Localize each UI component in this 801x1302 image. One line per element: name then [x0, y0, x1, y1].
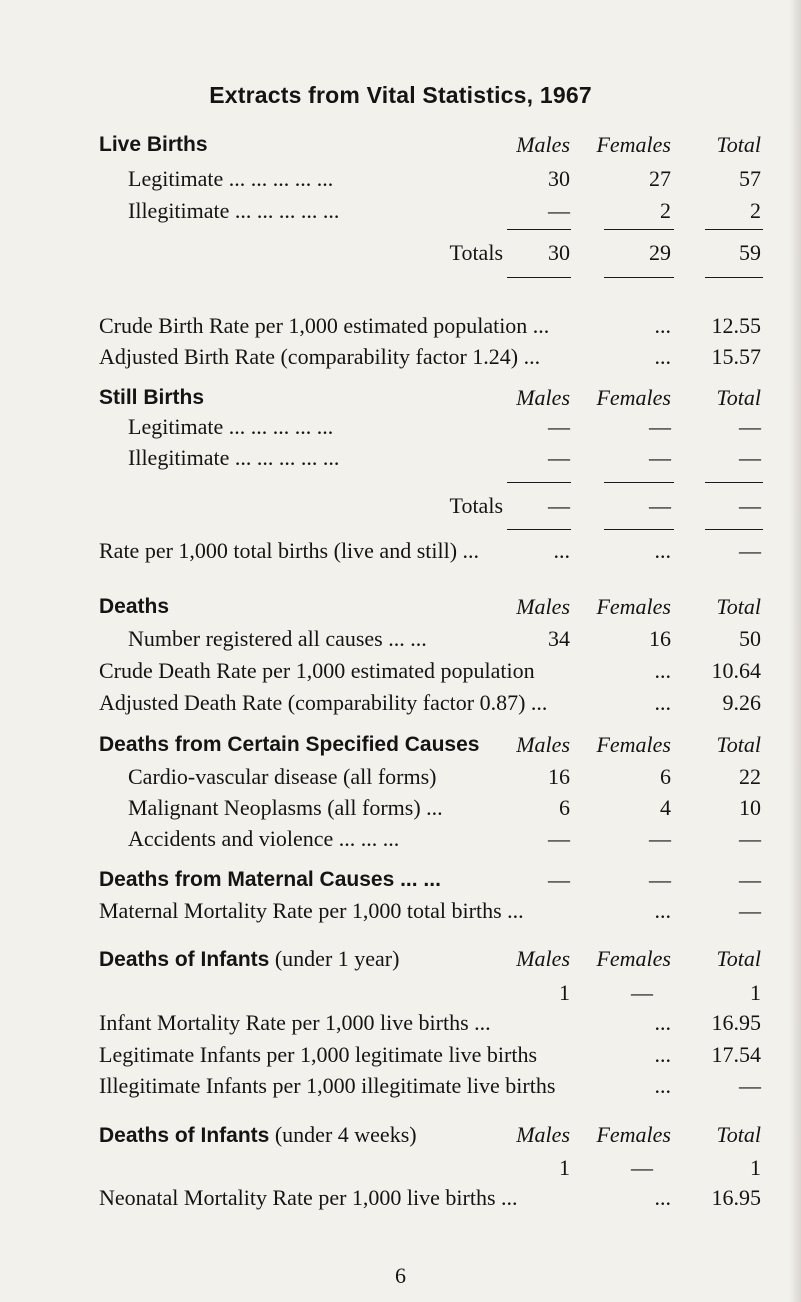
rate-value: 15.57: [711, 344, 761, 369]
column-header-total: Total: [716, 732, 761, 757]
rate-value: —: [739, 898, 761, 923]
females-value: 16: [649, 626, 671, 651]
rule-line: [705, 529, 763, 530]
column-header-males: Males: [516, 385, 570, 410]
table-row: [0, 196, 801, 226]
rule-line: [705, 482, 763, 483]
column-header-females: Females: [596, 1122, 671, 1147]
totals-label: Totals: [449, 240, 503, 265]
total-value: 22: [739, 764, 761, 789]
column-header-total: Total: [716, 132, 761, 157]
rate-row: [0, 656, 801, 686]
rate-label: Neonatal Mortality Rate per 1,000 live births ...: [99, 1185, 518, 1210]
rule-line: [604, 277, 674, 278]
column-header-males: Males: [516, 132, 570, 157]
total-value: —: [739, 414, 761, 439]
infants-1yr-header-row: [0, 944, 801, 974]
table-row: [0, 412, 801, 442]
section-heading: Deaths: [99, 595, 170, 618]
females-value: —: [649, 445, 671, 470]
column-header-females: Females: [596, 594, 671, 619]
table-row: [0, 164, 801, 194]
rate-row: [0, 896, 801, 926]
females-value: —: [631, 980, 653, 1005]
rate-label: Adjusted Death Rate (comparability factor 0.87) ...: [99, 690, 548, 715]
total-value: 57: [739, 166, 761, 191]
heading-qualifier: (under 4 weeks): [269, 1122, 417, 1147]
total-value: 10: [739, 795, 761, 820]
section-heading: Live Births: [99, 133, 208, 156]
rate-label: Illegitimate Infants per 1,000 illegitimate live births: [99, 1073, 556, 1098]
column-header-males: Males: [516, 946, 570, 971]
row-label: Malignant Neoplasms (all forms) ...: [128, 795, 443, 820]
rate-value: —: [739, 1073, 761, 1098]
males-value: 1: [559, 1155, 570, 1180]
rate-row: [0, 688, 801, 718]
section-heading: Still Births: [99, 386, 205, 409]
column-header-males: Males: [516, 1122, 570, 1147]
page-title: Extracts from Vital Statistics, 1967: [209, 82, 592, 108]
totals-row: [0, 491, 801, 521]
deaths-header-row: [0, 592, 801, 622]
rate-label: Adjusted Birth Rate (comparability factor 1.24) ...: [99, 344, 541, 369]
column-header-females: Females: [596, 132, 671, 157]
rate-value: 17.54: [711, 1042, 761, 1067]
males-value: 6: [559, 795, 570, 820]
rule-line: [507, 529, 571, 530]
table-row: [0, 762, 801, 792]
rate-value: 12.55: [711, 313, 761, 338]
rate-row: [0, 1183, 801, 1213]
column-header-males: Males: [516, 732, 570, 757]
rate-value: —: [739, 538, 761, 563]
still-births-header-row: [0, 383, 801, 413]
rate-label: Crude Death Rate per 1,000 estimated population: [99, 658, 535, 683]
rate-row: [0, 342, 801, 372]
dots: ...: [654, 1073, 671, 1098]
rate-value: 10.64: [711, 658, 761, 683]
row-label: Legitimate ... ... ... ... ...: [128, 166, 334, 191]
live-births-header-row: [0, 130, 801, 160]
dots: ...: [654, 898, 671, 923]
total-value: 50: [739, 626, 761, 651]
males-value: 30: [548, 240, 570, 265]
rate-row: [0, 1040, 801, 1070]
row-label: Illegitimate ... ... ... ... ...: [128, 445, 340, 470]
row-label: Number registered all causes ... ...: [128, 626, 427, 651]
totals-label: Totals: [449, 493, 503, 518]
rule-line: [604, 229, 674, 230]
rule-line: [507, 277, 571, 278]
females-value: —: [649, 826, 671, 851]
total-value: 1: [750, 1155, 761, 1180]
rule-line: [507, 229, 571, 230]
dots: ...: [654, 1185, 671, 1210]
females-value: —: [649, 414, 671, 439]
rule-line: [604, 529, 674, 530]
row-label: Illegitimate ... ... ... ... ...: [128, 198, 340, 223]
heading-qualifier: (under 1 year): [269, 946, 400, 971]
total-value: —: [739, 445, 761, 470]
rate-label: Rate per 1,000 total births (live and still) ...: [99, 538, 480, 563]
heading-bold: Deaths of Infants: [99, 948, 270, 971]
section-heading: [99, 1120, 417, 1151]
males-value: —: [548, 867, 570, 892]
column-header-total: Total: [716, 1122, 761, 1147]
males-value: 34: [548, 626, 570, 651]
males-value: —: [548, 493, 570, 518]
rate-label: Crude Birth Rate per 1,000 estimated population ...: [99, 313, 550, 338]
females-value: 6: [660, 764, 671, 789]
page-edge-shadow: [789, 0, 801, 1302]
rate-value: 16.95: [711, 1185, 761, 1210]
dots: ...: [654, 658, 671, 683]
rate-value: 16.95: [711, 1010, 761, 1035]
total-value: —: [739, 493, 761, 518]
dots: ...: [654, 1010, 671, 1035]
males-value: 16: [548, 764, 570, 789]
males-value: —: [548, 198, 570, 223]
counts-row: [0, 1153, 801, 1183]
total-value: —: [739, 826, 761, 851]
column-header-females: Females: [596, 732, 671, 757]
total-value: —: [739, 867, 761, 892]
total-value: 2: [750, 198, 761, 223]
females-value: 4: [660, 795, 671, 820]
table-row: [0, 624, 801, 654]
males-value: —: [548, 826, 570, 851]
rate-row: [0, 536, 801, 566]
section-heading: [99, 944, 399, 975]
counts-row: [0, 978, 801, 1008]
males-value: 30: [548, 166, 570, 191]
page-number: 6: [395, 1263, 406, 1288]
rule-line: [604, 482, 674, 483]
column-header-total: Total: [716, 594, 761, 619]
rule-line: [507, 482, 571, 483]
rate-row: [0, 1071, 801, 1101]
dots: ...: [654, 1042, 671, 1067]
table-row: [0, 824, 801, 854]
totals-row: [0, 238, 801, 268]
rate-label: Maternal Mortality Rate per 1,000 total births ...: [99, 898, 524, 923]
females-value: 29: [649, 240, 671, 265]
column-header-females: Females: [596, 946, 671, 971]
dots: ...: [654, 538, 671, 563]
rate-row: [0, 1008, 801, 1038]
rate-label: Legitimate Infants per 1,000 legitimate live births: [99, 1042, 538, 1067]
section-heading: Deaths from Certain Specified Causes: [99, 733, 480, 756]
females-value: 27: [649, 166, 671, 191]
females-value: —: [631, 1155, 653, 1180]
column-header-females: Females: [596, 385, 671, 410]
dots: ...: [553, 538, 570, 563]
specified-causes-header-row: [0, 730, 801, 760]
rule-line: [705, 277, 763, 278]
rate-value: 9.26: [722, 690, 761, 715]
males-value: 1: [559, 980, 570, 1005]
females-value: —: [649, 867, 671, 892]
rate-label: Infant Mortality Rate per 1,000 live births ...: [99, 1010, 491, 1035]
females-value: —: [649, 493, 671, 518]
table-row: [0, 443, 801, 473]
column-header-total: Total: [716, 385, 761, 410]
dots: ...: [654, 690, 671, 715]
row-label: Cardio-vascular disease (all forms): [128, 764, 437, 789]
infants-4wk-header-row: [0, 1120, 801, 1150]
females-value: 2: [660, 198, 671, 223]
dots: ...: [654, 344, 671, 369]
maternal-header-row: [0, 865, 801, 895]
total-value: 59: [739, 240, 761, 265]
column-header-males: Males: [516, 594, 570, 619]
column-header-total: Total: [716, 946, 761, 971]
rate-row: [0, 311, 801, 341]
row-label: Accidents and violence ... ... ...: [128, 826, 400, 851]
table-row: [0, 793, 801, 823]
males-value: —: [548, 414, 570, 439]
males-value: —: [548, 445, 570, 470]
section-heading: Deaths from Maternal Causes ... ...: [99, 868, 441, 891]
heading-bold: Deaths of Infants: [99, 1124, 270, 1147]
rule-line: [705, 229, 763, 230]
total-value: 1: [750, 980, 761, 1005]
row-label: Legitimate ... ... ... ... ...: [128, 414, 334, 439]
dots: ...: [654, 313, 671, 338]
